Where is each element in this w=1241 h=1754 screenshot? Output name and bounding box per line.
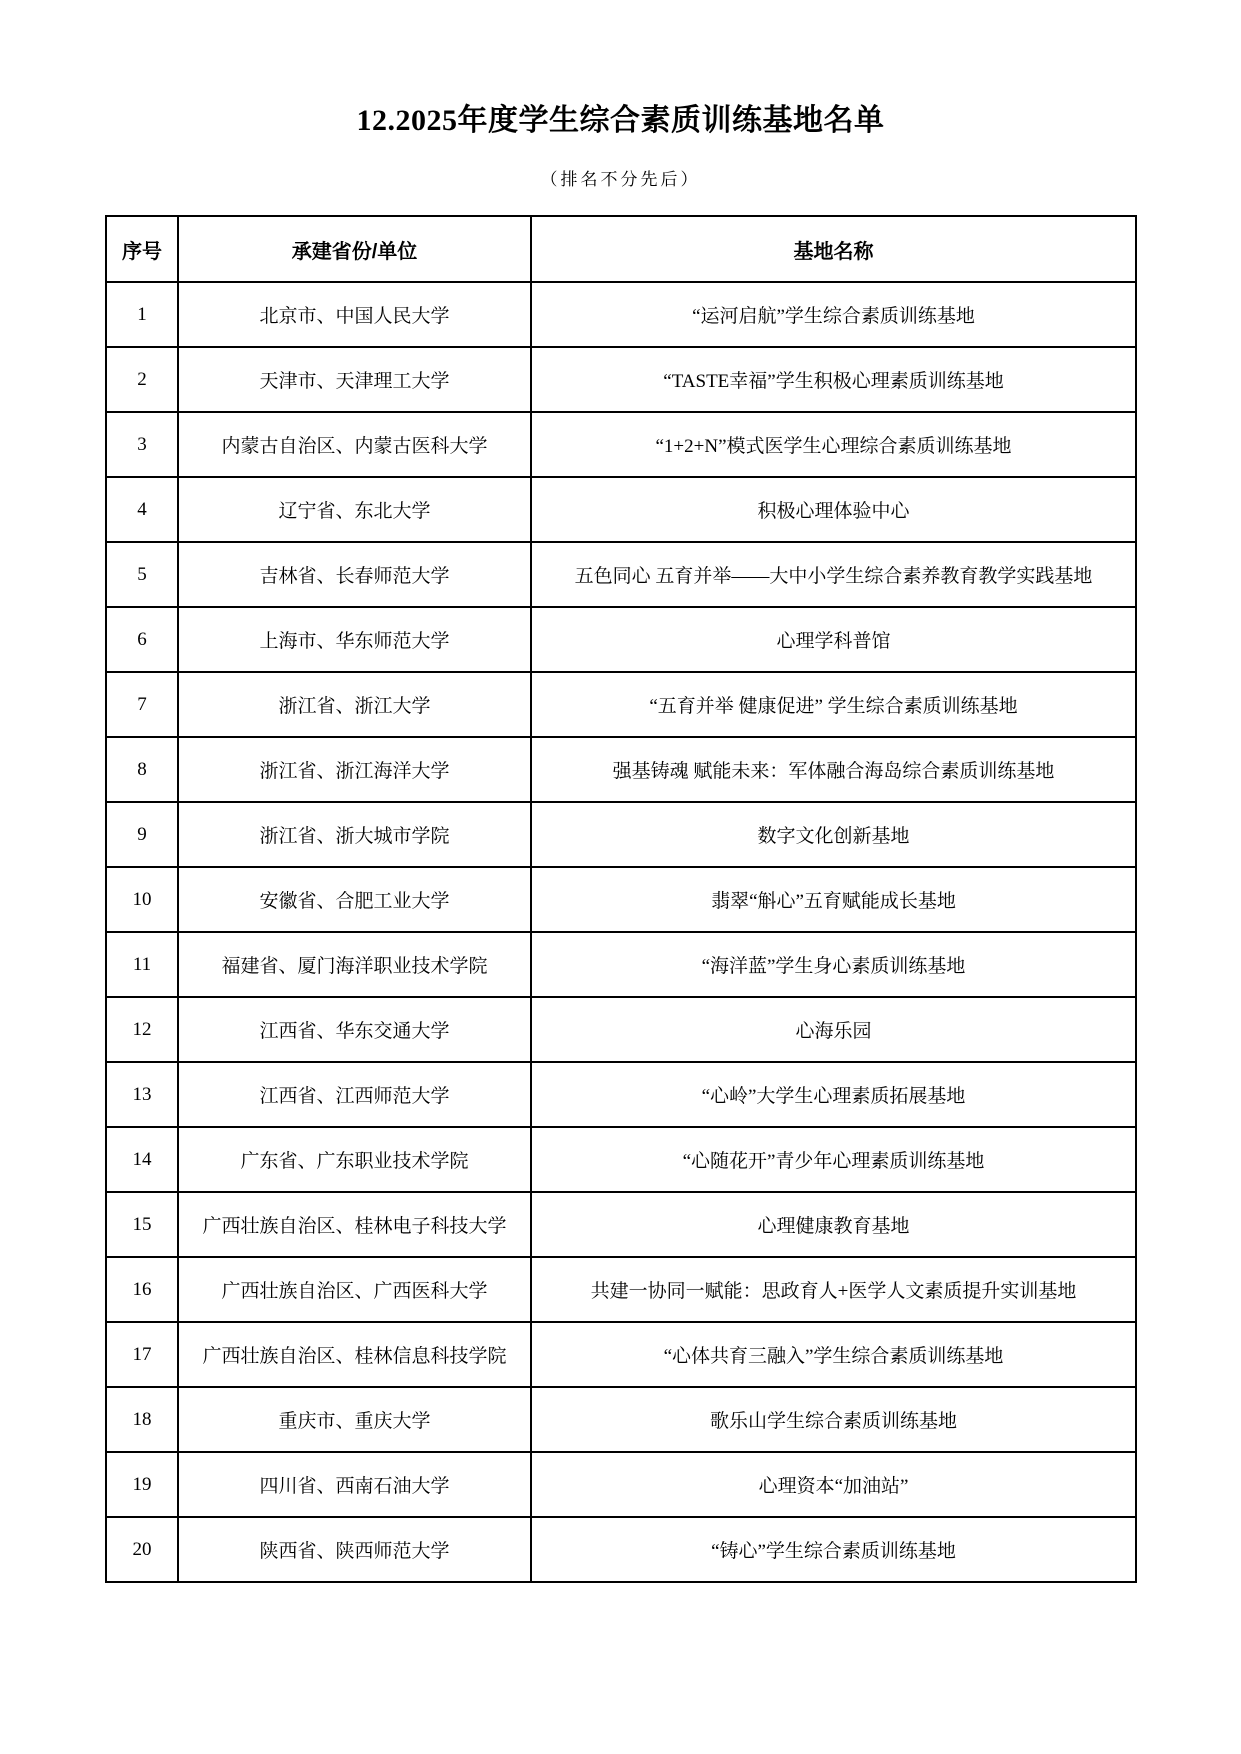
row-serial-number-cell: 9 [106, 802, 178, 867]
row-serial-number-cell: 8 [106, 737, 178, 802]
row-base-name-cell: “五育并举 健康促进” 学生综合素质训练基地 [531, 672, 1136, 737]
row-base-name-cell: “1+2+N”模式医学生心理综合素质训练基地 [531, 412, 1136, 477]
table-row [106, 1192, 1136, 1257]
table-body [106, 282, 1136, 1582]
base-list-table [105, 215, 1137, 1583]
header-row [106, 216, 1136, 282]
row-base-name-cell: 积极心理体验中心 [531, 477, 1136, 542]
row-province-unit-cell: 广西壮族自治区、广西医科大学 [178, 1257, 531, 1322]
table-row [106, 542, 1136, 607]
table-row [106, 1257, 1136, 1322]
table-row [106, 477, 1136, 542]
table-row [106, 1127, 1136, 1192]
row-serial-number-cell: 13 [106, 1062, 178, 1127]
row-province-unit-cell: 上海市、华东师范大学 [178, 607, 531, 672]
row-base-name-cell: 心海乐园 [531, 997, 1136, 1062]
row-province-unit-cell: 江西省、华东交通大学 [178, 997, 531, 1062]
row-province-unit-cell: 江西省、江西师范大学 [178, 1062, 531, 1127]
table-row [106, 802, 1136, 867]
row-serial-number-cell: 10 [106, 867, 178, 932]
row-province-unit-cell: 辽宁省、东北大学 [178, 477, 531, 542]
page-title: 12.2025年度学生综合素质训练基地名单 [356, 104, 885, 137]
row-base-name-cell: 五色同心 五育并举——大中小学生综合素养教育教学实践基地 [531, 542, 1136, 607]
table-row [106, 932, 1136, 997]
row-base-name-cell: 心理资本“加油站” [531, 1452, 1136, 1517]
row-province-unit-cell: 内蒙古自治区、内蒙古医科大学 [178, 412, 531, 477]
row-serial-number-cell: 4 [106, 477, 178, 542]
table-row [106, 997, 1136, 1062]
row-province-unit-cell: 天津市、天津理工大学 [178, 347, 531, 412]
row-province-unit-cell: 广西壮族自治区、桂林电子科技大学 [178, 1192, 531, 1257]
row-province-unit-cell: 四川省、西南石油大学 [178, 1452, 531, 1517]
row-province-unit-cell: 浙江省、浙大城市学院 [178, 802, 531, 867]
row-serial-number-cell: 20 [106, 1517, 178, 1582]
row-serial-number-cell: 6 [106, 607, 178, 672]
row-base-name-cell: 强基铸魂 赋能未来：军体融合海岛综合素质训练基地 [531, 737, 1136, 802]
row-serial-number-cell: 15 [106, 1192, 178, 1257]
row-province-unit-cell: 陕西省、陕西师范大学 [178, 1517, 531, 1582]
row-base-name-cell: “心随花开”青少年心理素质训练基地 [531, 1127, 1136, 1192]
row-province-unit-cell: 福建省、厦门海洋职业技术学院 [178, 932, 531, 997]
table-header [106, 216, 1136, 282]
row-serial-number-cell: 18 [106, 1387, 178, 1452]
row-province-unit-cell: 广东省、广东职业技术学院 [178, 1127, 531, 1192]
row-serial-number-cell: 17 [106, 1322, 178, 1387]
row-base-name-cell: 翡翠“斛心”五育赋能成长基地 [531, 867, 1136, 932]
row-base-name-cell: “心体共育三融入”学生综合素质训练基地 [531, 1322, 1136, 1387]
table-row [106, 1062, 1136, 1127]
row-serial-number-cell: 3 [106, 412, 178, 477]
row-base-name-cell: 歌乐山学生综合素质训练基地 [531, 1387, 1136, 1452]
row-province-unit-cell: 吉林省、长春师范大学 [178, 542, 531, 607]
table-row [106, 867, 1136, 932]
header-serial-number: 序号 [106, 216, 178, 282]
row-serial-number-cell: 1 [106, 282, 178, 347]
table-row [106, 1387, 1136, 1452]
row-serial-number-cell: 2 [106, 347, 178, 412]
table-row [106, 1322, 1136, 1387]
header-province-unit: 承建省份/单位 [178, 216, 531, 282]
table-row [106, 347, 1136, 412]
row-province-unit-cell: 北京市、中国人民大学 [178, 282, 531, 347]
page-subtitle: （排名不分先后） [540, 170, 701, 189]
row-serial-number-cell: 5 [106, 542, 178, 607]
row-serial-number-cell: 19 [106, 1452, 178, 1517]
row-base-name-cell: “海洋蓝”学生身心素质训练基地 [531, 932, 1136, 997]
row-province-unit-cell: 浙江省、浙江海洋大学 [178, 737, 531, 802]
row-base-name-cell: 数字文化创新基地 [531, 802, 1136, 867]
table-row [106, 672, 1136, 737]
table-row [106, 1452, 1136, 1517]
row-province-unit-cell: 重庆市、重庆大学 [178, 1387, 531, 1452]
row-province-unit-cell: 浙江省、浙江大学 [178, 672, 531, 737]
row-base-name-cell: “运河启航”学生综合素质训练基地 [531, 282, 1136, 347]
table-row [106, 1517, 1136, 1582]
table-row [106, 607, 1136, 672]
row-province-unit-cell: 安徽省、合肥工业大学 [178, 867, 531, 932]
row-base-name-cell: “心岭”大学生心理素质拓展基地 [531, 1062, 1136, 1127]
row-serial-number-cell: 11 [106, 932, 178, 997]
row-serial-number-cell: 12 [106, 997, 178, 1062]
row-base-name-cell: 心理健康教育基地 [531, 1192, 1136, 1257]
table-row [106, 282, 1136, 347]
table-row [106, 737, 1136, 802]
row-serial-number-cell: 14 [106, 1127, 178, 1192]
row-base-name-cell: 心理学科普馆 [531, 607, 1136, 672]
header-base-name: 基地名称 [531, 216, 1136, 282]
row-base-name-cell: “TASTE幸福”学生积极心理素质训练基地 [531, 347, 1136, 412]
row-serial-number-cell: 7 [106, 672, 178, 737]
row-serial-number-cell: 16 [106, 1257, 178, 1322]
row-base-name-cell: “铸心”学生综合素质训练基地 [531, 1517, 1136, 1582]
row-province-unit-cell: 广西壮族自治区、桂林信息科技学院 [178, 1322, 531, 1387]
table-row [106, 412, 1136, 477]
row-base-name-cell: 共建一协同一赋能：思政育人+医学人文素质提升实训基地 [531, 1257, 1136, 1322]
